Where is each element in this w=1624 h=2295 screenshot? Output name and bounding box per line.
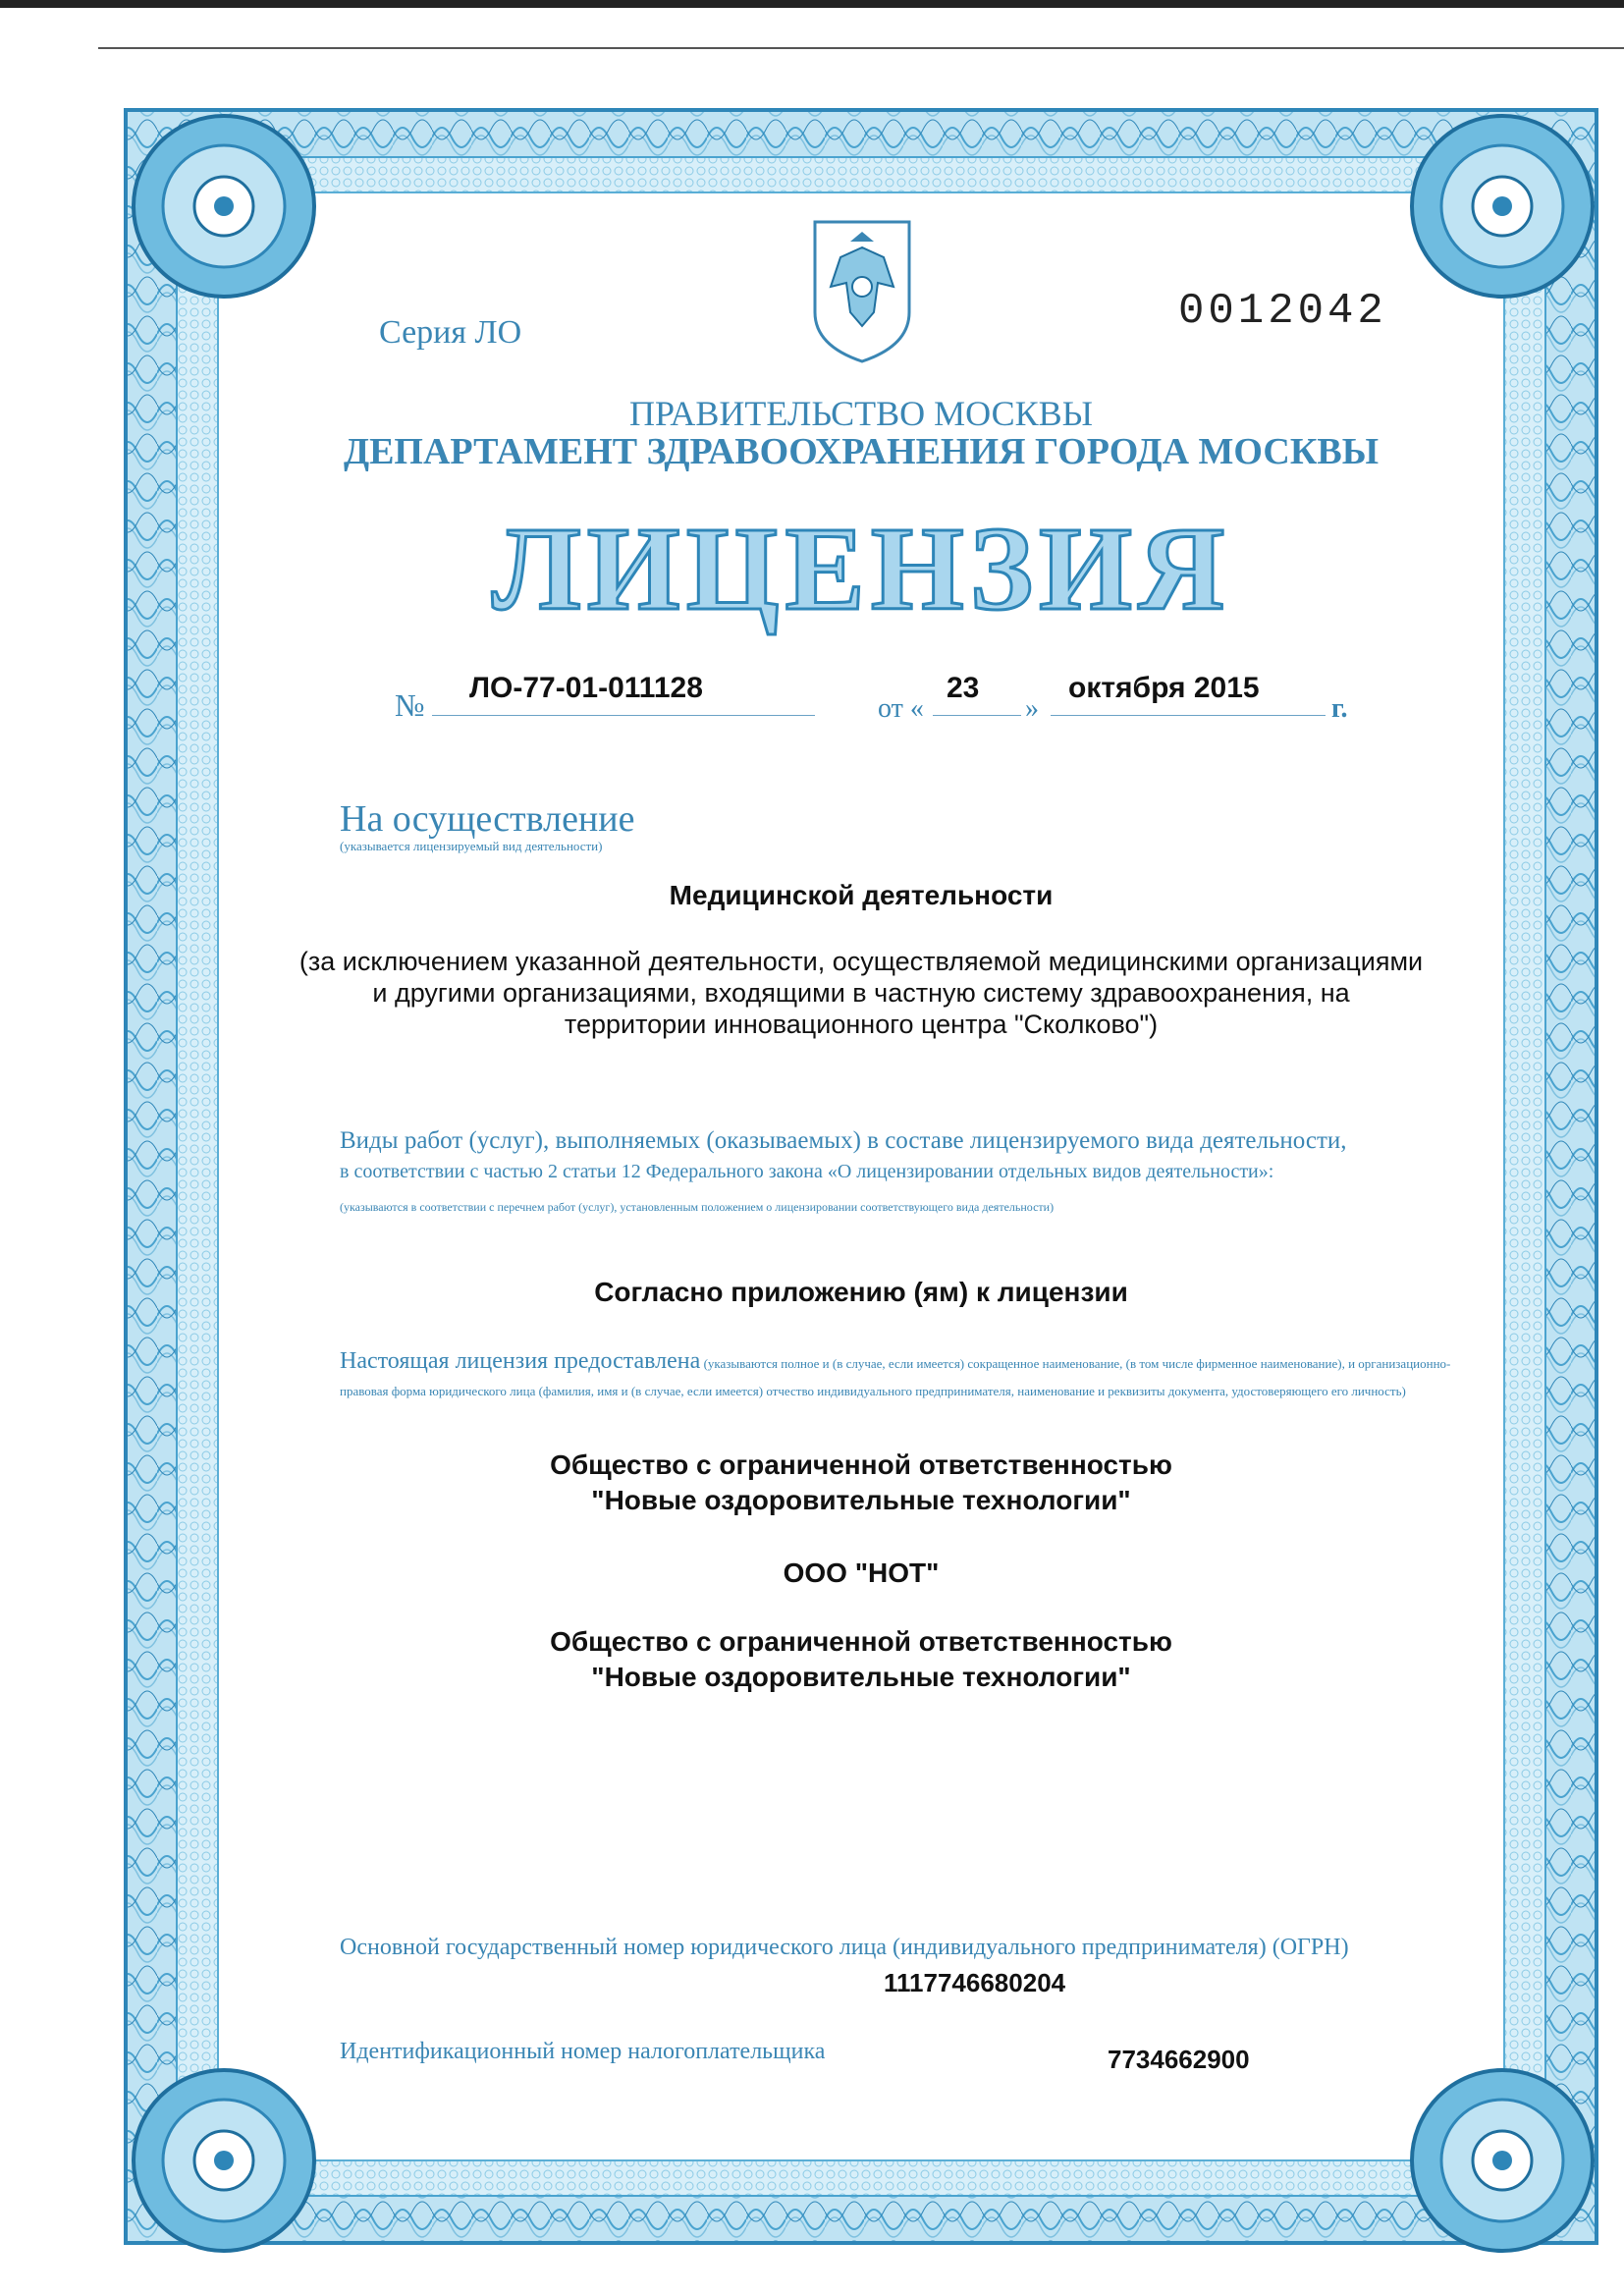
licensee-hint-1: (указываются полное и (в случае, если имеется) сокращенное наименование, (в том числе фирменное xyxy=(703,1356,1258,1371)
series-label: Серия ЛО xyxy=(379,314,522,351)
government-name: ПРАВИТЕЛЬСТВО МОСКВЫ xyxy=(628,394,1093,433)
document-title: ЛИЦЕНЗИЯ xyxy=(491,503,1231,635)
year-suffix: г. xyxy=(1331,693,1348,724)
activity-hint: (указывается лицензируемый вид деятельности) xyxy=(340,839,603,853)
works-label-line-2: в соответствии с частью 2 статьи 12 Федерального закона «О лицензировании отдельных видов деятельности»: xyxy=(340,1161,1274,1182)
works-label-line-1: Виды работ (услуг), выполняемых (оказываемых) в составе лицензируемого вида деятельности, xyxy=(340,1127,1347,1154)
licensee-brand-name-line-2: "Новые оздоровительные технологии" xyxy=(591,1662,1131,1692)
activity-exclusion-line-1: (за исключением указанной деятельности, осуществляемой медицинскими организациями xyxy=(298,947,1424,976)
licensee-full-name-line-2: "Новые оздоровительные технологии" xyxy=(591,1485,1131,1515)
corner-rosette-top-right xyxy=(1412,116,1593,297)
inn-value: 7734662900 xyxy=(1108,2045,1250,2074)
corner-rosette-top-left xyxy=(134,116,314,297)
licensee-hint-2: наименование), и организационно-правовая форма юридического лица (фамилия, имя и (в случае, если имеется) отчество индивидуального предпринимателя, xyxy=(340,1356,1451,1398)
works-hint: (указываются в соответствии с перечнем работ (услуг), установленным положением о лицензировании соответствующего вида деятельности) xyxy=(340,1200,1055,1214)
works-value: Согласно приложению (ям) к лицензии xyxy=(594,1277,1128,1307)
close-quote: » xyxy=(1025,693,1039,724)
licensee-block xyxy=(340,1347,1469,1405)
activity-exclusion-line-3: территории инновационного центра "Сколково") xyxy=(564,1010,1159,1039)
number-sign: № xyxy=(395,687,425,723)
licensee-short-name: ООО "НОТ" xyxy=(783,1557,940,1588)
day-underline xyxy=(933,715,1021,716)
activity-label: На осуществление xyxy=(340,798,635,840)
license-day: 23 xyxy=(947,672,980,704)
license-number: ЛО-77-01-011128 xyxy=(469,672,703,704)
license-month-year: октября 2015 xyxy=(1068,672,1260,704)
licensee-label: Настоящая лицензия предоставлена xyxy=(340,1348,701,1374)
russian-coat-of-arms-icon xyxy=(811,218,913,365)
licensee-brand-name-line-1: Общество с ограниченной ответственностью xyxy=(550,1626,1172,1657)
form-number: 0012042 xyxy=(1178,287,1387,336)
corner-rosette-bottom-left xyxy=(134,2070,314,2251)
license-number-underline xyxy=(432,715,815,716)
licensee-hint-3: наименование и реквизиты документа, удостоверяющего его личность) xyxy=(1017,1384,1406,1398)
corner-rosette-bottom-right xyxy=(1412,2070,1593,2251)
inn-label: Идентификационный номер налогоплательщика xyxy=(340,2039,826,2064)
ogrn-value: 1117746680204 xyxy=(884,1968,1066,1997)
department-name: ДЕПАРТАМЕНТ ЗДРАВООХРАНЕНИЯ ГОРОДА МОСКВЫ xyxy=(343,431,1380,472)
from-label: от « xyxy=(878,693,924,724)
ogrn-label: Основной государственный номер юридического лица (индивидуального предпринимателя) (ОГРН) xyxy=(340,1935,1349,1960)
licensee-full-name-line-1: Общество с ограниченной ответственностью xyxy=(550,1449,1172,1480)
activity-name: Медицинской деятельности xyxy=(669,880,1054,910)
date-underline xyxy=(1051,715,1326,716)
activity-exclusion-line-2: и другими организациями, входящими в частную систему здравоохранения, на xyxy=(372,978,1350,1008)
